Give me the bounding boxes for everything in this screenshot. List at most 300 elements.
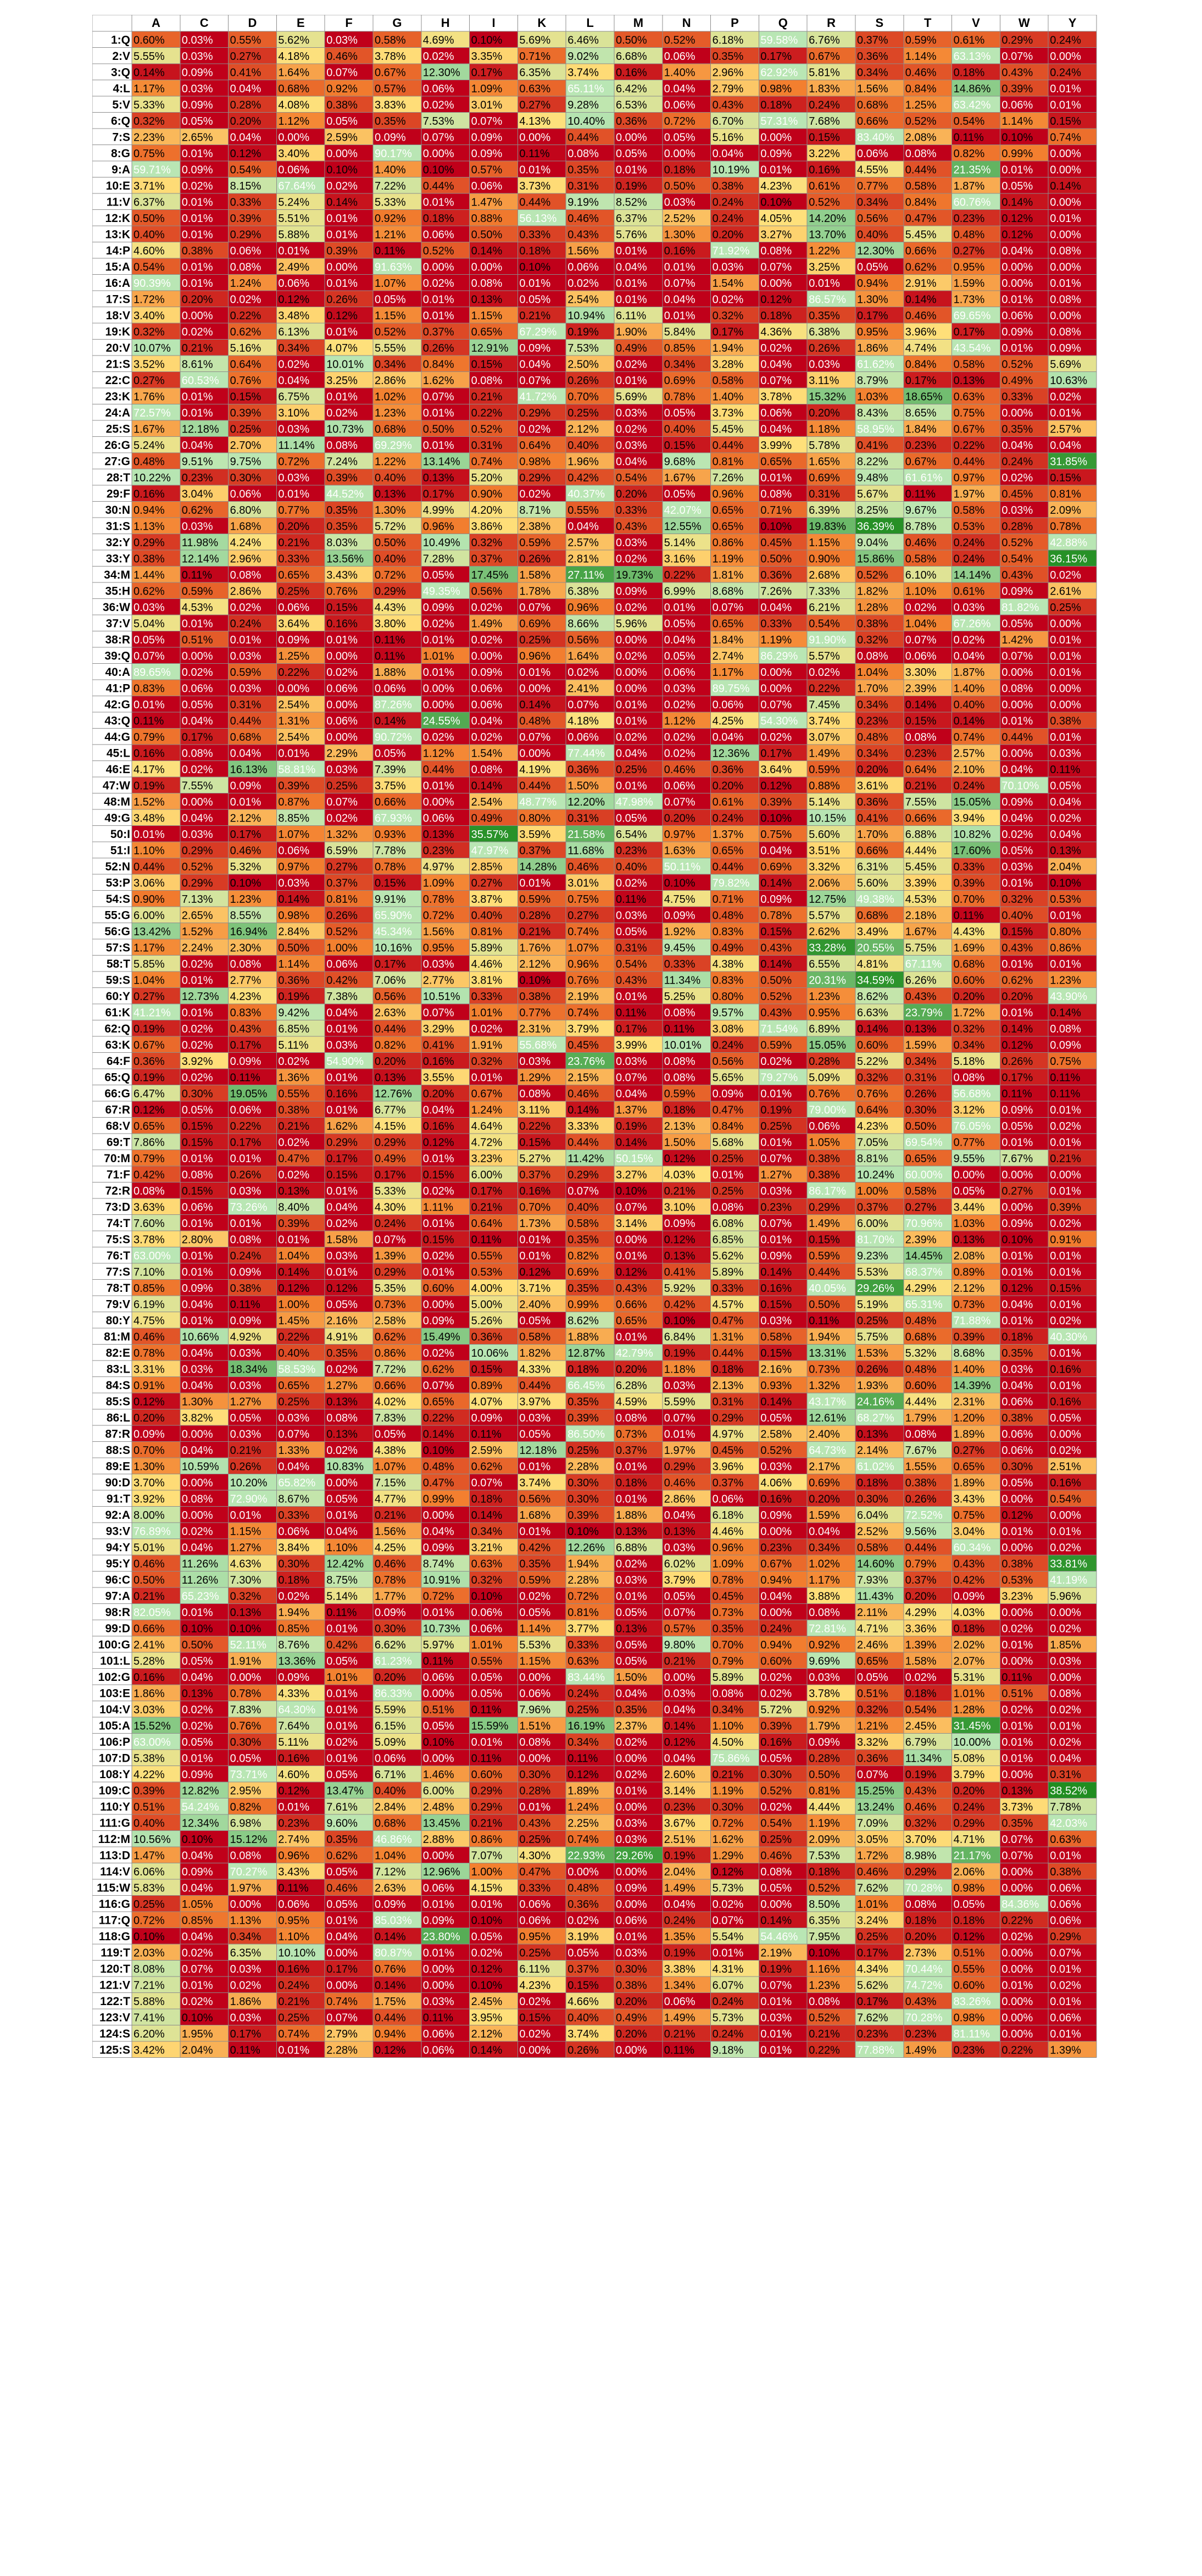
cell-value-label: 0.01%: [230, 796, 261, 808]
row-label: 115:W: [97, 1882, 130, 1895]
cell-value-label: 0.01%: [423, 1218, 454, 1230]
cell-value-label: 4.43%: [954, 926, 985, 938]
cell-value-label: 5.09%: [809, 1072, 840, 1084]
cell-value-label: 0.46%: [375, 1558, 406, 1570]
cell-value-label: 0.05%: [857, 1672, 888, 1684]
cell-value-label: 0.08%: [664, 1072, 695, 1084]
cell-value-label: 1.14%: [1001, 115, 1033, 127]
cell-value-label: 0.01%: [326, 277, 358, 290]
cell-value-label: 0.26%: [230, 1461, 261, 1473]
cell-value-label: 0.00%: [1001, 699, 1033, 711]
cell-value-label: 5.72%: [760, 1704, 792, 1716]
cell-value-label: 0.10%: [760, 197, 792, 209]
cell-value-label: 1.62%: [713, 1834, 744, 1846]
row-label: 83:L: [107, 1363, 130, 1376]
cell-value-label: 0.37%: [857, 1202, 888, 1214]
cell-value-label: 0.06%: [1001, 1396, 1033, 1408]
cell-value-label: 0.10%: [1001, 1234, 1033, 1246]
cell-value-label: 15.05%: [809, 1040, 846, 1052]
cell-value-label: 0.00%: [1001, 667, 1033, 679]
cell-value-label: 0.01%: [326, 1509, 358, 1522]
cell-value-label: 4.44%: [905, 1396, 937, 1408]
cell-value-label: 5.78%: [809, 440, 840, 452]
cell-value-label: 0.12%: [760, 294, 792, 306]
cell-value-label: 0.15%: [1050, 472, 1081, 484]
cell-value-label: 0.06%: [423, 1883, 454, 1895]
cell-value-label: 0.01%: [423, 1267, 454, 1279]
cell-value-label: 1.30%: [857, 294, 888, 306]
cell-value-label: 0.09%: [616, 586, 647, 598]
cell-value-label: 1.67%: [905, 926, 937, 938]
cell-value-label: 0.38%: [809, 1169, 840, 1181]
cell-value-label: 0.38%: [1050, 1866, 1081, 1878]
cell-value-label: 0.01%: [713, 1169, 744, 1181]
cell-value-label: 0.14%: [375, 715, 406, 728]
cell-value-label: 86.50%: [567, 1429, 605, 1441]
cell-value-label: 1.01%: [471, 1007, 503, 1019]
cell-value-label: 0.01%: [616, 1494, 647, 1506]
cell-value-label: 0.02%: [954, 634, 985, 646]
cell-value-label: 0.82%: [567, 1250, 599, 1262]
cell-value-label: 0.11%: [230, 1299, 260, 1311]
cell-value-label: 3.70%: [905, 1834, 937, 1846]
cell-value-label: 0.12%: [471, 1963, 503, 1975]
cell-value-label: 0.08%: [471, 277, 503, 290]
cell-value-label: 0.00%: [423, 262, 454, 274]
cell-value-label: 2.54%: [278, 699, 309, 711]
cell-value-label: 0.51%: [182, 634, 213, 646]
cell-value-label: 0.06%: [471, 1607, 503, 1619]
cell-value-label: 2.49%: [278, 262, 309, 274]
cell-value-label: 0.68%: [857, 99, 888, 112]
cell-value-label: 1.56%: [423, 926, 454, 938]
cell-value-label: 0.02%: [567, 667, 599, 679]
cell-value-label: 2.77%: [423, 975, 454, 987]
cell-value-label: 5.31%: [954, 1672, 985, 1684]
cell-value-label: 0.50%: [905, 1120, 937, 1132]
cell-value-label: 0.42%: [519, 1542, 550, 1554]
cell-value-label: 0.00%: [1050, 1429, 1081, 1441]
cell-value-label: 0.38%: [278, 1104, 309, 1117]
cell-value-label: 0.01%: [182, 1980, 213, 1992]
cell-value-label: 0.19%: [664, 1850, 695, 1862]
cell-value-label: 6.00%: [133, 910, 165, 922]
cell-value-label: 7.10%: [133, 1267, 165, 1279]
cell-value-label: 0.07%: [567, 1185, 599, 1197]
cell-value-label: 0.39%: [567, 1509, 599, 1522]
cell-value-label: 3.31%: [133, 1364, 165, 1376]
row-label: 3:Q: [111, 66, 130, 79]
cell-value-label: 0.01%: [1050, 1299, 1081, 1311]
cell-value-label: 0.28%: [809, 1753, 840, 1765]
cell-value-label: 0.02%: [1050, 1315, 1081, 1327]
row-label: 27:G: [104, 456, 130, 468]
cell-value-label: 0.12%: [133, 1396, 165, 1408]
cell-value-label: 0.65%: [423, 1396, 454, 1408]
cell-value-label: 5.16%: [230, 342, 261, 354]
cell-value-label: 0.18%: [760, 310, 792, 322]
cell-value-label: 0.78%: [1050, 521, 1081, 533]
cell-value-label: 0.01%: [423, 407, 454, 419]
cell-value-label: 0.32%: [857, 1704, 888, 1716]
cell-value-label: 0.20%: [423, 1088, 454, 1100]
cell-value-label: 0.63%: [567, 1656, 599, 1668]
cell-value-label: 0.65%: [133, 1120, 165, 1132]
cell-value-label: 0.17%: [375, 958, 406, 970]
cell-value-label: 1.29%: [713, 1850, 744, 1862]
cell-value-label: 0.96%: [567, 958, 599, 970]
cell-value-label: 1.49%: [809, 1218, 840, 1230]
cell-value-label: 0.22%: [954, 440, 985, 452]
cell-value-label: 0.00%: [1001, 1542, 1033, 1554]
cell-value-label: 0.09%: [760, 893, 792, 906]
cell-value-label: 0.02%: [1001, 1623, 1033, 1635]
cell-value-label: 0.05%: [616, 1656, 647, 1668]
cell-value-label: 4.24%: [230, 537, 261, 549]
cell-value-label: 0.72%: [423, 1591, 454, 1603]
cell-value-label: 2.04%: [664, 1866, 695, 1878]
cell-value-label: 0.30%: [567, 1494, 599, 1506]
cell-value-label: 0.03%: [278, 878, 309, 890]
row-label: 43:Q: [104, 715, 130, 728]
cell-value-label: 0.68%: [230, 731, 261, 743]
cell-value-label: 0.11%: [1050, 764, 1080, 776]
cell-value-label: 0.06%: [664, 780, 695, 792]
row-label: 102:G: [98, 1671, 130, 1684]
cell-value-label: 0.03%: [616, 1834, 647, 1846]
cell-value-label: 0.01%: [519, 667, 550, 679]
row-label: 114:V: [100, 1866, 130, 1878]
cell-value-label: 0.31%: [230, 699, 261, 711]
cell-value-label: 0.06%: [1050, 1915, 1081, 1927]
cell-value-label: 0.03%: [519, 1056, 550, 1068]
cell-value-label: 0.06%: [230, 488, 261, 501]
cell-value-label: 0.08%: [905, 1898, 937, 1911]
cell-value-label: 54.24%: [182, 1801, 219, 1813]
cell-value-label: 0.24%: [567, 1688, 599, 1700]
cell-value-label: 0.50%: [182, 1639, 213, 1651]
cell-value-label: 0.01%: [182, 1218, 213, 1230]
cell-value-label: 24.16%: [857, 1396, 894, 1408]
cell-value-label: 83.40%: [857, 132, 894, 144]
cell-value-label: 0.12%: [519, 1267, 550, 1279]
cell-value-label: 0.24%: [954, 553, 985, 565]
cell-value-label: 0.41%: [423, 1040, 454, 1052]
cell-value-label: 1.79%: [905, 1412, 937, 1424]
cell-value-label: 1.58%: [326, 1234, 358, 1246]
cell-value-label: 0.18%: [664, 164, 695, 176]
cell-value-label: 0.13%: [616, 1623, 647, 1635]
cell-value-label: 0.01%: [326, 213, 358, 225]
cell-value-label: 0.06%: [1050, 1883, 1081, 1895]
cell-value-label: 0.16%: [423, 1056, 454, 1068]
column-label: V: [972, 16, 980, 30]
cell-value-label: 0.06%: [423, 229, 454, 241]
cell-value-label: 2.57%: [567, 537, 599, 549]
row-label: 68:V: [106, 1120, 130, 1132]
cell-value-label: 0.52%: [809, 1883, 840, 1895]
cell-value-label: 5.14%: [326, 1591, 358, 1603]
cell-value-label: 2.12%: [954, 1283, 985, 1295]
cell-value-label: 0.36%: [857, 796, 888, 808]
cell-value-label: 0.11%: [567, 1753, 598, 1765]
cell-value-label: 0.78%: [713, 1574, 744, 1586]
cell-value-label: 10.94%: [567, 310, 605, 322]
cell-value-label: 5.89%: [471, 942, 503, 954]
cell-value-label: 0.06%: [471, 180, 503, 192]
cell-value-label: 0.05%: [1001, 1477, 1033, 1489]
cell-value-label: 0.05%: [326, 1866, 358, 1878]
cell-value-label: 31.45%: [954, 1720, 991, 1733]
cell-value-label: 0.50%: [760, 975, 792, 987]
cell-value-label: 40.30%: [1050, 1331, 1087, 1343]
cell-value-label: 6.13%: [278, 326, 309, 338]
cell-value-label: 0.00%: [278, 683, 309, 695]
cell-value-label: 1.69%: [954, 942, 985, 954]
cell-value-label: 3.92%: [182, 1056, 213, 1068]
cell-value-label: 0.18%: [664, 1104, 695, 1117]
cell-value-label: 74.72%: [905, 1980, 943, 1992]
cell-value-label: 12.55%: [664, 521, 702, 533]
cell-value-label: 6.88%: [616, 1542, 647, 1554]
cell-value-label: 0.00%: [616, 683, 647, 695]
cell-value-label: 0.05%: [182, 1656, 213, 1668]
cell-value-label: 0.13%: [1001, 1785, 1033, 1797]
cell-value-label: 0.10%: [471, 1915, 503, 1927]
cell-value-label: 0.87%: [278, 796, 309, 808]
cell-value-label: 8.52%: [616, 197, 647, 209]
cell-value-label: 0.44%: [230, 715, 261, 728]
cell-value-label: 6.02%: [664, 1558, 695, 1570]
cell-value-label: 0.69%: [567, 1267, 599, 1279]
cell-value-label: 0.94%: [857, 277, 888, 290]
cell-value-label: 0.07%: [133, 651, 165, 663]
cell-value-label: 1.94%: [809, 1331, 840, 1343]
cell-value-label: 4.77%: [375, 1494, 406, 1506]
cell-value-label: 13.42%: [133, 926, 171, 938]
cell-value-label: 14.39%: [954, 1380, 991, 1392]
cell-value-label: 0.07%: [760, 1153, 792, 1165]
cell-value-label: 0.04%: [182, 1347, 213, 1359]
cell-value-label: 0.13%: [954, 375, 985, 387]
cell-value-label: 0.48%: [519, 715, 550, 728]
cell-value-label: 0.14%: [760, 878, 792, 890]
cell-value-label: 0.06%: [616, 1915, 647, 1927]
cell-value-label: 61.61%: [905, 472, 943, 484]
cell-value-label: 0.33%: [664, 958, 695, 970]
cell-value-label: 0.20%: [664, 813, 695, 825]
cell-value-label: 2.70%: [230, 440, 261, 452]
cell-value-label: 0.46%: [905, 310, 937, 322]
cell-value-label: 0.44%: [567, 1137, 599, 1149]
cell-value-label: 0.81%: [326, 893, 358, 906]
cell-value-label: 0.16%: [1050, 1477, 1081, 1489]
cell-value-label: 0.07%: [760, 1218, 792, 1230]
cell-value-label: 0.19%: [664, 1947, 695, 1959]
cell-value-label: 3.74%: [519, 1477, 550, 1489]
cell-value-label: 0.46%: [664, 764, 695, 776]
cell-value-label: 0.08%: [182, 748, 213, 760]
cell-value-label: 0.15%: [326, 602, 358, 614]
cell-value-label: 0.64%: [471, 1218, 503, 1230]
cell-value-label: 13.24%: [857, 1801, 894, 1813]
cell-value-label: 0.52%: [182, 861, 213, 873]
cell-value-label: 1.09%: [713, 1558, 744, 1570]
cell-value-label: 0.04%: [1050, 829, 1081, 841]
cell-value-label: 0.01%: [1001, 715, 1033, 728]
cell-value-label: 0.01%: [519, 878, 550, 890]
cell-value-label: 0.30%: [905, 1104, 937, 1117]
cell-value-label: 0.01%: [182, 618, 213, 630]
cell-value-label: 0.19%: [905, 1769, 937, 1781]
cell-value-label: 0.01%: [182, 407, 213, 419]
cell-value-label: 0.04%: [326, 1931, 358, 1943]
cell-value-label: 0.55%: [954, 1963, 985, 1975]
cell-value-label: 0.12%: [664, 1736, 695, 1748]
cell-value-label: 0.00%: [1050, 1169, 1081, 1181]
cell-value-label: 0.05%: [616, 1639, 647, 1651]
cell-value-label: 0.27%: [519, 99, 550, 112]
cell-value-label: 6.37%: [133, 197, 165, 209]
cell-value-label: 0.02%: [182, 667, 213, 679]
cell-value-label: 0.05%: [230, 1412, 261, 1424]
cell-value-label: 1.03%: [954, 1218, 985, 1230]
cell-value-label: 7.21%: [133, 1980, 165, 1992]
cell-value-label: 0.84%: [905, 359, 937, 371]
cell-value-label: 2.09%: [809, 1834, 840, 1846]
cell-value-label: 2.24%: [182, 942, 213, 954]
cell-value-label: 11.43%: [857, 1591, 894, 1603]
row-label: 18:V: [106, 309, 130, 322]
cell-value-label: 1.50%: [567, 780, 599, 792]
cell-value-label: 0.02%: [471, 602, 503, 614]
cell-value-label: 0.02%: [905, 1672, 937, 1684]
row-label: 59:S: [106, 974, 130, 987]
cell-value-label: 0.66%: [857, 845, 888, 857]
cell-value-label: 0.35%: [567, 1234, 599, 1246]
row-label: 11:V: [107, 196, 130, 209]
cell-value-label: 0.06%: [278, 277, 309, 290]
cell-value-label: 6.35%: [519, 67, 550, 79]
cell-value-label: 3.04%: [182, 488, 213, 501]
cell-value-label: 60.00%: [905, 1169, 943, 1181]
cell-value-label: 56.68%: [954, 1088, 991, 1100]
row-label: 10:E: [106, 180, 130, 192]
cell-value-label: 0.01%: [1050, 213, 1081, 225]
cell-value-label: 0.01%: [616, 1591, 647, 1603]
cell-value-label: 0.45%: [713, 1591, 744, 1603]
cell-value-label: 1.70%: [857, 683, 888, 695]
cell-value-label: 1.39%: [905, 1639, 937, 1651]
cell-value-label: 3.78%: [809, 1688, 840, 1700]
cell-value-label: 0.06%: [423, 1672, 454, 1684]
cell-value-label: 0.36%: [471, 1331, 503, 1343]
cell-value-label: 3.73%: [713, 407, 744, 419]
cell-value-label: 4.97%: [713, 1429, 744, 1441]
cell-value-label: 0.96%: [713, 1542, 744, 1554]
cell-value-label: 0.01%: [616, 164, 647, 176]
cell-value-label: 0.55%: [230, 35, 261, 47]
cell-value-label: 0.32%: [471, 537, 503, 549]
cell-value-label: 0.78%: [375, 1574, 406, 1586]
row-label: 1:Q: [111, 34, 130, 47]
cell-value-label: 0.12%: [1001, 229, 1033, 241]
cell-value-label: 4.23%: [519, 1980, 550, 1992]
cell-value-label: 0.14%: [471, 1509, 503, 1522]
cell-value-label: 6.99%: [664, 586, 695, 598]
cell-value-label: 0.29%: [471, 1785, 503, 1797]
cell-value-label: 2.57%: [954, 748, 985, 760]
cell-value-label: 0.02%: [616, 1736, 647, 1748]
cell-value-label: 21.58%: [567, 829, 605, 841]
cell-value-label: 0.00%: [326, 1947, 358, 1959]
cell-value-label: 1.88%: [567, 1331, 599, 1343]
cell-value-label: 0.07%: [326, 67, 358, 79]
cell-value-label: 0.05%: [616, 926, 647, 938]
cell-value-label: 69.29%: [375, 440, 412, 452]
cell-value-label: 8.67%: [278, 1494, 309, 1506]
cell-value-label: 5.62%: [278, 35, 309, 47]
cell-value-label: 0.00%: [326, 148, 358, 160]
cell-value-label: 0.09%: [1001, 1218, 1033, 1230]
cell-value-label: 4.44%: [809, 1801, 840, 1813]
cell-value-label: 0.46%: [567, 213, 599, 225]
cell-value-label: 0.21%: [182, 342, 213, 354]
cell-value-label: 0.68%: [375, 424, 406, 436]
cell-value-label: 0.02%: [905, 602, 937, 614]
cell-value-label: 13.70%: [809, 229, 846, 241]
cell-value-label: 0.09%: [375, 1898, 406, 1911]
cell-value-label: 0.11%: [954, 132, 984, 144]
cell-value-label: 0.01%: [519, 164, 550, 176]
cell-value-label: 8.55%: [230, 910, 261, 922]
cell-value-label: 0.09%: [375, 1607, 406, 1619]
cell-value-label: 0.10%: [326, 164, 358, 176]
cell-value-label: 0.00%: [423, 683, 454, 695]
cell-value-label: 5.60%: [809, 829, 840, 841]
cell-value-label: 15.32%: [809, 391, 846, 403]
cell-value-label: 0.54%: [954, 115, 985, 127]
cell-value-label: 0.85%: [133, 1283, 165, 1295]
cell-value-label: 15.49%: [423, 1331, 460, 1343]
cell-value-label: 0.01%: [423, 1153, 454, 1165]
cell-value-label: 60.76%: [954, 197, 991, 209]
cell-value-label: 0.04%: [1001, 813, 1033, 825]
cell-value-label: 0.54%: [1001, 553, 1033, 565]
row-label: 25:S: [106, 423, 130, 436]
cell-value-label: 1.15%: [471, 310, 503, 322]
cell-value-label: 0.43%: [954, 1558, 985, 1570]
cell-value-label: 0.06%: [326, 958, 358, 970]
cell-value-label: 9.19%: [567, 197, 599, 209]
cell-value-label: 2.62%: [809, 926, 840, 938]
cell-value-label: 0.02%: [1050, 1980, 1081, 1992]
cell-value-label: 4.03%: [954, 1607, 985, 1619]
cell-value-label: 0.49%: [713, 942, 744, 954]
cell-value-label: 0.06%: [278, 602, 309, 614]
row-label: 97:A: [105, 1590, 130, 1603]
cell-value-label: 4.20%: [471, 504, 503, 517]
cell-value-label: 0.03%: [664, 197, 695, 209]
cell-value-label: 0.03%: [713, 262, 744, 274]
cell-value-label: 7.15%: [375, 1477, 406, 1489]
cell-value-label: 46.86%: [375, 1834, 412, 1846]
cell-value-label: 2.07%: [954, 1656, 985, 1668]
row-label: 13:K: [105, 229, 130, 241]
cell-value-label: 47.97%: [471, 845, 509, 857]
cell-value-label: 6.18%: [713, 1509, 744, 1522]
cell-value-label: 0.02%: [760, 731, 792, 743]
